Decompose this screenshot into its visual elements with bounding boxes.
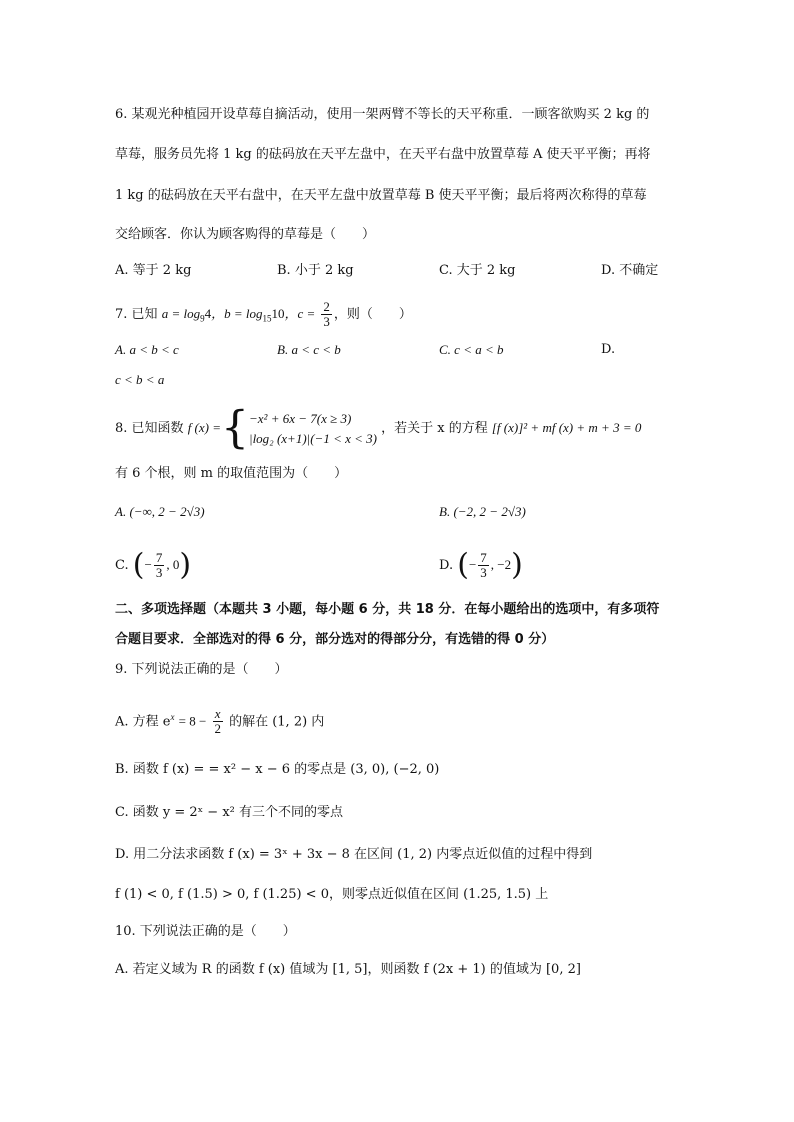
q9-option-b: B. 函数 f (x) = = x² − x − 6 的零点是 (3, 0), (−2, 0)	[115, 762, 440, 777]
q7-option-d-label: D.	[601, 342, 616, 357]
q9-option-d-cont: f (1) < 0, f (1.5) > 0, f (1.25) < 0，则零点近似值在区间 (1.25, 1.5) 上	[115, 887, 549, 902]
q6-option-c: C. 大于 2 kg	[439, 263, 516, 278]
q7-stem	[115, 300, 412, 329]
q6-stem-line-1: 6. 某观光种植园开设草莓自摘活动，使用一架两臂不等长的天平称重．一顾客欲购买 2 kg 的	[115, 107, 650, 122]
q7-c-fraction	[321, 300, 332, 329]
q9-option-c: C. 函数 y = 2ˣ − x² 有三个不同的零点	[115, 805, 343, 820]
q8-stem	[115, 402, 642, 454]
q6-option-a: A. 等于 2 kg	[115, 263, 192, 278]
q7-option-c: C. c < a < b	[439, 342, 504, 357]
q7-b-def: ，b = log	[211, 306, 263, 321]
q6-option-d: D. 不确定	[601, 263, 659, 278]
q9-option-a: A. 方程 $e^x = 8$ − $\frac{x}{2}$ 的解在 (1, 2) 内	[115, 706, 325, 737]
q7-c-numerator: 2	[323, 299, 330, 314]
q7-b-base: 15	[262, 313, 272, 324]
q8-equation: [f (x)]² + mf (x) + m + 3 = 0	[491, 420, 642, 435]
q9-option-a-pre: A. 方程 e	[115, 714, 171, 730]
q8-option-d-tail: , −2	[490, 557, 512, 572]
q7-c-denominator: 3	[323, 314, 330, 329]
q6-stem-line-3: 1 kg 的砝码放在天平右盘中，在天平左盘中放置草莓 B 使天平平衡；最后将两次称得的草莓	[115, 188, 647, 203]
q8-case-1: −x² + 6x − 7(x ≥ 3)	[249, 410, 352, 426]
q7-option-d: c < b < a	[115, 372, 165, 387]
q9-option-a-post: 的解在 (1, 2) 内	[229, 714, 325, 730]
q8-option-b: B. (−2, 2 − 2√3)	[439, 504, 526, 519]
q9-stem: 9. 下列说法正确的是（ ）	[115, 662, 288, 677]
q9-option-d: D. 用二分法求函数 f (x) = 3ˣ + 3x − 8 在区间 (1, 2) 内零点近似值的过程中得到	[115, 847, 593, 862]
q8-brace: {	[221, 402, 249, 454]
q9-option-a-mid: = 8 −	[178, 713, 207, 729]
q7-b-arg: 10	[271, 306, 285, 321]
section-2-heading-line-1: 二、多项选择题（本题共 3 小题，每小题 6 分，共 18 分．在每小题给出的选项中，有多项符	[115, 602, 660, 617]
section-2-heading-line-2: 合题目要求．全部选对的得 6 分，部分选对的得部分分，有选错的得 0 分）	[115, 632, 555, 647]
q8-case-2: |log₂ (x+1)|(−1 < x < 3)	[249, 430, 377, 446]
q7-prefix: 7. 已知	[115, 307, 158, 322]
q8-option-d: D. (− $\frac{7}{3}$ , −2)	[439, 547, 523, 583]
q7-a-arg: 4	[204, 306, 212, 321]
q7-a-def: a = log	[161, 306, 201, 321]
q8-option-d-num: 7	[480, 550, 487, 565]
q6-stem-line-2: 草莓，服务员先将 1 kg 的砝码放在天平左盘中，在天平右盘中放置草莓 A 使天平平衡；再将	[115, 147, 651, 162]
q8-option-c: C. (− $\frac{7}{3}$ , 0)	[115, 547, 192, 583]
q6-stem-line-4: 交给顾客．你认为顾客购得的草莓是（ ）	[115, 227, 376, 242]
q8-option-c-num: 7	[155, 550, 163, 565]
q9-option-a-den: 2	[214, 721, 221, 737]
q8-option-a: A. (−∞, 2 − 2√3)	[115, 504, 205, 519]
q7-option-b: B. a < c < b	[277, 342, 341, 357]
q7-a-base: 9	[200, 313, 205, 324]
q8-prefix: 8. 已知函数	[115, 421, 184, 436]
q10-stem: 10. 下列说法正确的是（ ）	[115, 924, 296, 939]
q8-option-c-tail: , 0	[166, 557, 180, 572]
q8-option-d-den: 3	[480, 565, 487, 580]
q10-option-a: A. 若定义域为 R 的函数 f (x) 值域为 [1, 5]，则函数 f (2x + 1) 的值域为 [0, 2]	[115, 962, 581, 977]
q6-option-b: B. 小于 2 kg	[277, 263, 354, 278]
q8-option-d-label: D.	[439, 558, 454, 573]
q7-c-def: ，c =	[284, 306, 316, 321]
q8-mid: ，若关于 x 的方程	[381, 421, 488, 436]
q7-option-a: A. a < b < c	[115, 342, 179, 357]
q9-option-a-num: x	[214, 706, 221, 722]
q8-option-c-den: 3	[155, 565, 163, 580]
q8-option-c-label: C.	[115, 558, 129, 573]
q8-stem-line-2: 有 6 个根，则 m 的取值范围为（ ）	[115, 466, 348, 481]
q7-suffix: ，则（ ）	[333, 307, 412, 322]
q8-function-name: f (x) =	[187, 420, 221, 435]
q8-piecewise	[249, 409, 377, 449]
